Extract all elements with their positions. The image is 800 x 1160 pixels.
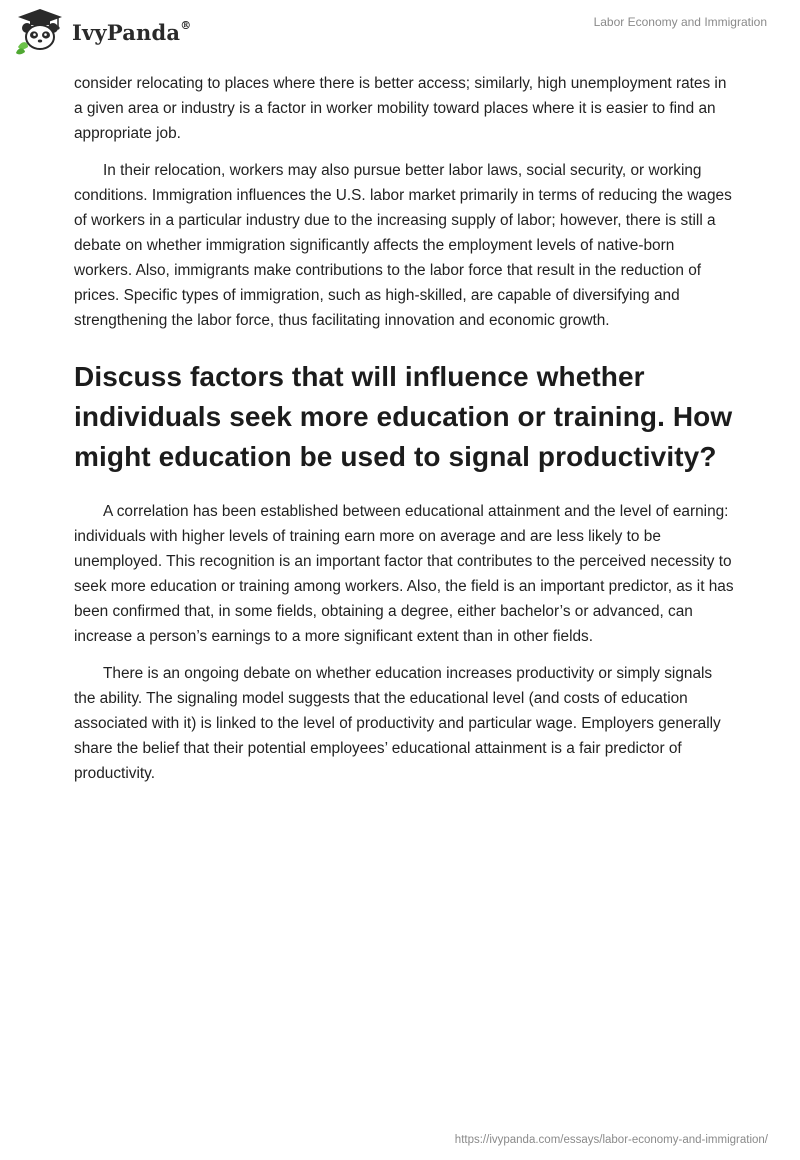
- section-heading: Discuss factors that will influence whether individuals seek more education or training. How might education be used to signal productivity?: [74, 361, 733, 472]
- essay-content: [74, 71, 734, 798]
- ivypanda-logo[interactable]: [14, 7, 191, 55]
- document-title: Labor Economy and Immigration: [593, 15, 767, 29]
- page-header: [0, 0, 800, 60]
- body-paragraph: consider relocating to places where there is better access; similarly, high unemployment rates in a given area or industry is a factor in worker mobility toward places where it is easier to find an appropriate job.: [74, 75, 727, 142]
- brand-name: IvyPanda®: [72, 18, 192, 45]
- body-paragraph: In their relocation, workers may also pursue better labor laws, social security, or working conditions. Immigration influences the U.S. labor market primarily in terms of reducing the wages of workers in a particular industry due to the increasing supply of labor; however, there is still a debate on whether immigration significantly affects the employment levels of native-born workers. Also, immigrants make contributions to the labor force that result in the reduction of prices. Specific types of immigration, such as high-skilled, are capable of diversifying and strengthening the labor force, thus facilitating innovation and economic growth.: [74, 162, 732, 329]
- source-url[interactable]: https://ivypanda.com/essays/labor-economy-and-immigration/: [454, 1134, 768, 1146]
- body-paragraph: A correlation has been established between educational attainment and the level of earning: individuals with higher levels of training earn more on average and are less likely to be unemployed. This recognition is an important factor that contributes to the perceived necessity to seek more education or training among workers. Also, the field is an important predictor, as it has been confirmed that, in some fields, obtaining a degree, either bachelor’s or advanced, can increase a person’s earnings to a more significant extent than in other fields.: [74, 503, 734, 645]
- panda-graduate-icon: [14, 7, 66, 55]
- body-paragraph: There is an ongoing debate on whether education increases productivity or simply signals the ability. The signaling model suggests that the educational level (and costs of education associated with it) is linked to the level of productivity and particular wage. Employers generally share the belief that their potential employees’ educational attainment is a fair predictor of productivity.: [74, 665, 721, 782]
